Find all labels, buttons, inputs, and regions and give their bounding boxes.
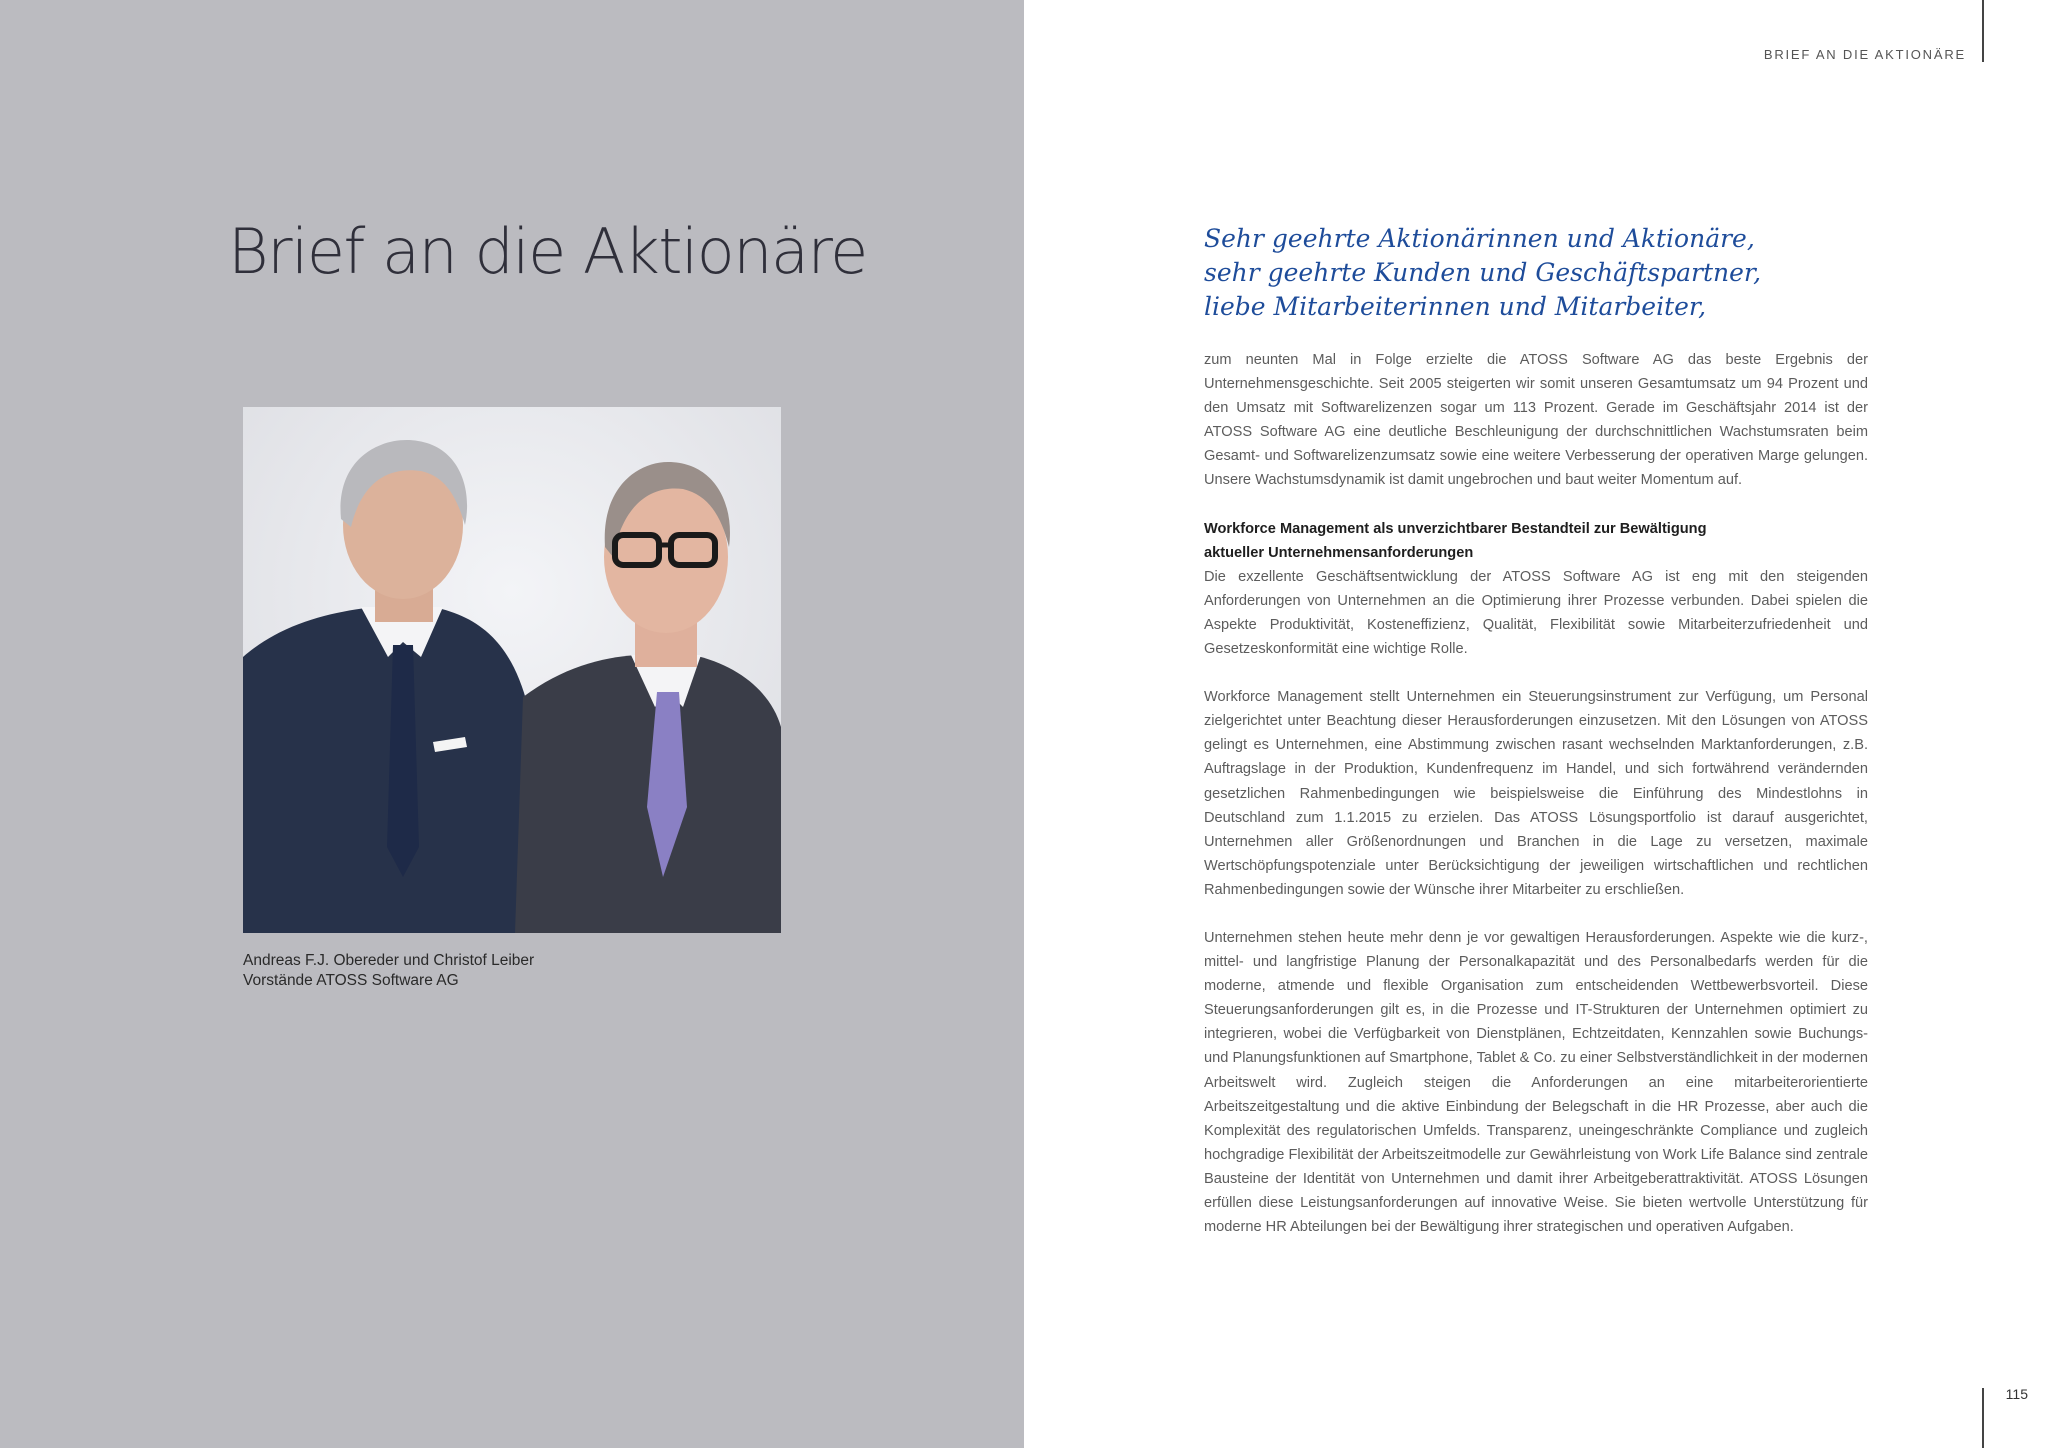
- salutation: [1204, 222, 1761, 324]
- salutation-line: sehr geehrte Kunden und Geschäftspartner,: [1204, 258, 1762, 287]
- paragraph: Die exzellente Geschäftsentwicklung der ATOSS Software AG ist eng mit den steigenden Anforderungen von Unternehmen an die Optimierung ihrer Prozesse verbunden. Dabei spielen die Aspekte Produktivität, Kosteneffizienz, Qualität, Flexibilität sowie Mitarbeiterzufriedenheit und Gesetzeskonformität eine wichtige Rolle.: [1204, 568, 1868, 658]
- executives-photo: [243, 407, 781, 933]
- running-header: BRIEF AN DIE AKTIONÄRE: [1763, 47, 1966, 62]
- paragraph: zum neunten Mal in Folge erzielte die ATOSS Software AG das beste Ergebnis der Unternehmensgeschichte. Seit 2005 steigerten wir somit unseren Gesamtumsatz um 94 Prozent und den Umsatz mit Softwarelizenzen sogar um 113 Prozent. Gerade im Geschäftsjahr 2014 ist der ATOSS Software AG eine deutliche Beschleunigung der durchschnittlichen Wachstumsraten beim Gesamt- und Softwarelizenzumsatz sowie eine weitere Verbesserung der operativen Marge gelungen. Unsere Wachstumsdynamik ist damit ungebrochen und baut weiter Momentum auf.: [1204, 352, 1868, 489]
- paragraph: Unternehmen stehen heute mehr denn je vor gewaltigen Herausforderungen. Aspekte wie die kurz-, mittel- und langfristige Planung der Personalkapazität und des Personalbedarfs werden für die moderne, atmende und flexible Organisation zum entscheidenden Wettbewerbsvorteil. Diese Steuerungsanforderungen gilt es, in die Prozesse und IT-Strukturen der Unternehmen optimiert zu integrieren, wobei die Verfügbarkeit von Dienstplänen, Echtzeitdaten, Kennzahlen sowie Buchungs- und Planungsfunktionen auf Smartphone, Tablet & Co. zu einer Selbstverständlichkeit in der modernen Arbeitswelt wird. Zugleich steigen die Anforderungen an eine mitarbeiterorientierte Arbeitszeitgestaltung und die aktive Einbindung der Belegschaft in die HR Prozesse, aber auch die Komplexität des regulatorischen Umfelds. Transparenz, uneingeschränkte Compliance und zugleich hochgradige Flexibilität der Arbeitszeitmodelle zur Gewährleistung von Work Life Balance sind zentrale Bausteine der Identität von Unternehmen und damit ihrer Arbeitgeberattraktivität. ATOSS Lösungen erfüllen diese Leistungsanforderungen auf innovative Weise. Sie bieten wertvolle Unterstützung für moderne HR Abteilungen bei der Bewältigung ihrer strategischen und operativen Aufgaben.: [1204, 929, 1868, 1236]
- letter-body: [1204, 348, 1868, 1263]
- caption-names: Andreas F.J. Obereder und Christof Leiber: [243, 952, 535, 969]
- salutation-line: liebe Mitarbeiterinnen und Mitarbeiter,: [1204, 292, 1707, 321]
- section-heading-line: aktueller Unternehmensanforderungen: [1204, 544, 1474, 561]
- section-heading-line: Workforce Management als unverzichtbarer Bestandteil zur Bewältigung: [1204, 520, 1707, 537]
- photo-caption: [243, 951, 534, 991]
- caption-role: Vorstände ATOSS Software AG: [243, 972, 459, 989]
- header-rule: [1982, 0, 1984, 62]
- salutation-line: Sehr geehrte Aktionärinnen und Aktionäre,: [1204, 224, 1755, 253]
- section-heading: [1204, 517, 1868, 565]
- paragraph: Workforce Management stellt Unternehmen ein Steuerungsinstrument zur Verfügung, um Personal zielgerichtet unter Beachtung dieser Herausforderungen einzusetzen. Mit den Lösungen von ATOSS gelingt es Unternehmen, eine Abstimmung zwischen rasant wechselnden Marktanforderungen, z.B. Auftragslage in der Produktion, Kundenfrequenz im Handel, und sich fortwährend verändernden gesetzlichen Rahmenbedingungen wie beispielsweise die Einführung des Mindestlohns in Deutschland zum 1.1.2015 zu erzielen. Das ATOSS Lösungsportfolio ist darauf ausgerichtet, Unternehmen aller Größenordnungen und Branchen in die Lage zu versetzen, maximale Wertschöpfungspotenziale unter Berücksichtigung der jeweiligen wirtschaftlichen und rechtlichen Rahmenbedingungen sowie der Wünsche ihrer Mitarbeiter zu erschließen.: [1204, 689, 1868, 898]
- page-number: 115: [2005, 1386, 2028, 1402]
- footer-rule: [1982, 1388, 1984, 1448]
- page-title: Brief an die Aktionäre: [228, 215, 867, 288]
